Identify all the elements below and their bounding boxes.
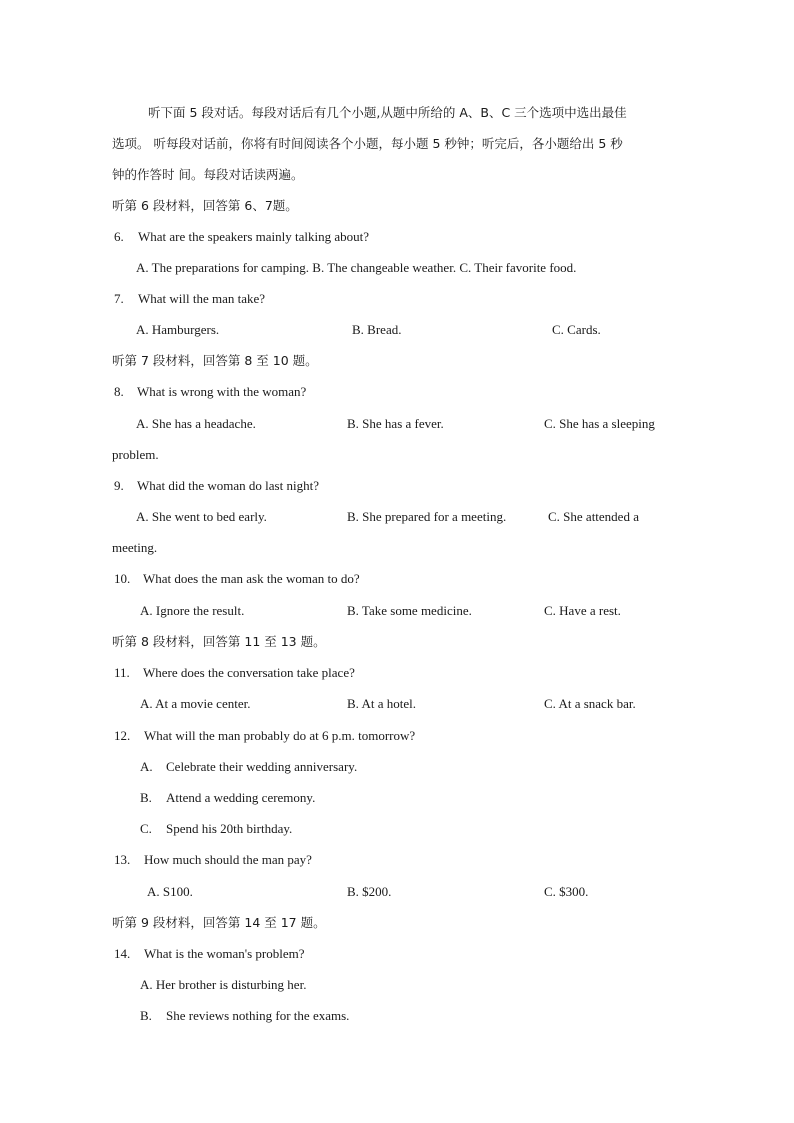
- instructions-line-2: 选项。 听每段对话前，你将有时间阅读各个小题，每小题 5 秒钟；听完后，各小题给出 5 秒: [112, 136, 623, 151]
- option-a: A. She went to bed early.: [136, 509, 267, 524]
- question-number: 7.: [114, 291, 124, 306]
- section-header-9: 听第 9 段材料，回答第 14 至 17 题。: [112, 915, 326, 930]
- question-text: What is wrong with the woman?: [137, 384, 307, 399]
- option-c: C. $300.: [544, 884, 589, 899]
- question-number: 8.: [114, 384, 124, 399]
- option-a: A. Ignore the result.: [140, 603, 245, 618]
- option-text: She reviews nothing for the exams.: [166, 1008, 350, 1023]
- option-text: Spend his 20th birthday.: [166, 821, 293, 836]
- option-b: B. Bread.: [352, 322, 402, 337]
- question-6-options: A. The preparations for camping. B. The changeable weather. C. Their favorite food.: [136, 260, 577, 275]
- option-letter: B.: [140, 790, 152, 805]
- question-number: 13.: [114, 852, 131, 867]
- option-a: A. She has a headache.: [136, 416, 256, 431]
- option-b: B. Take some medicine.: [347, 603, 472, 618]
- question-8-option-c-cont: problem.: [112, 447, 159, 462]
- option-c: C. Have a rest.: [544, 603, 621, 618]
- question-text: What is the woman's problem?: [144, 946, 305, 961]
- question-text: How much should the man pay?: [144, 852, 312, 867]
- section-header-8: 听第 8 段材料，回答第 11 至 13 题。: [112, 634, 326, 649]
- question-number: 11.: [114, 665, 130, 680]
- option-b: B. $200.: [347, 884, 392, 899]
- option-text: Attend a wedding ceremony.: [166, 790, 316, 805]
- question-text: What will the man probably do at 6 p.m. tomorrow?: [144, 728, 416, 743]
- question-text: What did the woman do last night?: [137, 478, 319, 493]
- option-a: A. S100.: [147, 884, 193, 899]
- question-number: 6.: [114, 229, 124, 244]
- option-c: C. She has a sleeping: [544, 416, 655, 431]
- question-text: What will the man take?: [138, 291, 266, 306]
- section-header-6: 听第 6 段材料，回答第 6、7题。: [112, 198, 298, 213]
- option-c: C. At a snack bar.: [544, 696, 636, 711]
- option-letter: B.: [140, 1008, 152, 1023]
- option-text: Celebrate their wedding anniversary.: [166, 759, 358, 774]
- option-b: B. She has a fever.: [347, 416, 444, 431]
- option-a: A. At a movie center.: [140, 696, 251, 711]
- question-text: Where does the conversation take place?: [143, 665, 355, 680]
- question-9-option-c-cont: meeting.: [112, 540, 158, 555]
- option-c: C. Cards.: [552, 322, 601, 337]
- instructions-line-3: 钟的作答时 间。每段对话读两遍。: [112, 167, 304, 182]
- option-b: B. At a hotel.: [347, 696, 416, 711]
- option-a: A. Hamburgers.: [136, 322, 220, 337]
- section-header-7: 听第 7 段材料，回答第 8 至 10 题。: [112, 353, 318, 368]
- option-letter: C.: [140, 821, 152, 836]
- question-text: What are the speakers mainly talking about?: [138, 229, 370, 244]
- question-number: 12.: [114, 728, 131, 743]
- option-b: B. She prepared for a meeting.: [347, 509, 507, 524]
- question-number: 10.: [114, 571, 131, 586]
- option-c: C. She attended a: [548, 509, 639, 524]
- question-number: 9.: [114, 478, 124, 493]
- question-text: What does the man ask the woman to do?: [143, 571, 360, 586]
- instructions-line-1: 听下面 5 段对话。每段对话后有几个小题,从题中所给的 A、B、C 三个选项中选出最佳: [148, 105, 627, 120]
- question-number: 14.: [114, 946, 131, 961]
- option-letter: A.: [140, 759, 153, 774]
- question-14-option-a: A. Her brother is disturbing her.: [140, 977, 307, 992]
